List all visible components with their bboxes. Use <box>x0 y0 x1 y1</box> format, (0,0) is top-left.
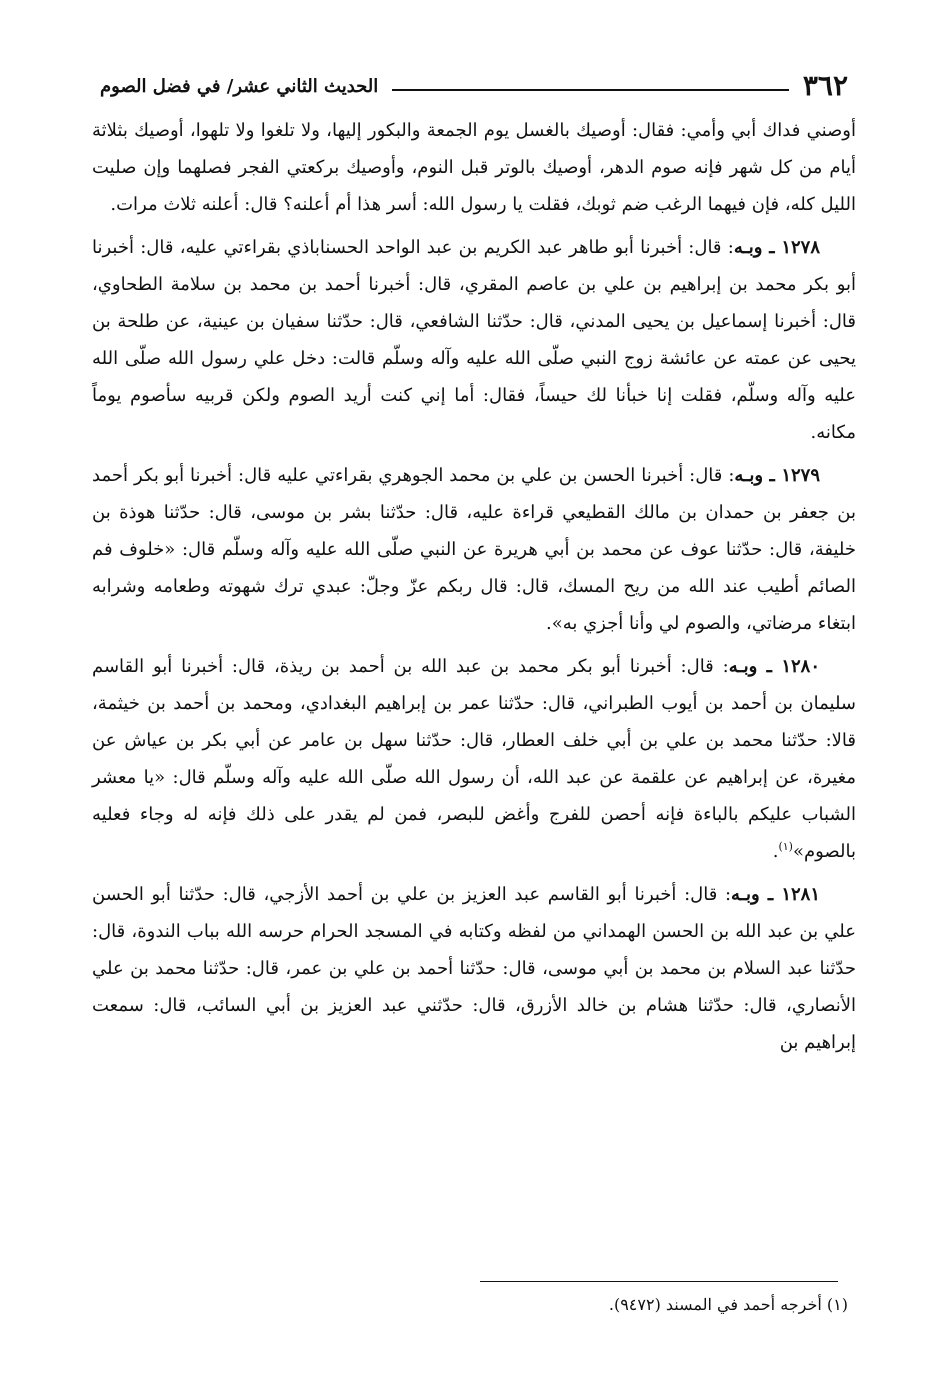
paragraph-text: : قال: أخبرنا الحسن بن علي بن محمد الجوهري بقراءتي عليه قال: أخبرنا أبو بكر أحمد بن جعفر بن حمدان بن مالك القطيعي قراءة عليه، قال: حدّثنا بشر بن موسى، قال: حدّثنا هوذة بن خليفة، قال: حدّثنا عوف عن محمد بن أبي هريرة عن النبي صلّى الله عليه وآله وسلّم قال: «خلوف فم الصائم أطيب عند الله من ريح المسك، قال: قال ربكم عزّ وجلّ: عبدي ترك شهوته وطعامه وشرابه ابتغاء مرضاتي، والصوم لي وأنا أجزي به». <box>92 465 856 634</box>
hadith-1279 <box>92 457 856 642</box>
paragraph-continuation <box>92 112 856 223</box>
hadith-number: ١٢٧٨ ـ وبـه <box>733 237 820 258</box>
hadith-1281 <box>92 876 856 1061</box>
page-header <box>100 60 848 100</box>
footnote-reference[interactable]: (١) <box>778 840 793 853</box>
paragraph-text: أوصني فداك أبي وأمي: فقال: أوصيك بالغسل يوم الجمعة والبكور إليها، ولا تلغوا ولا تلهوا، أوصيك بثلاثة أيام من كل شهر فإنه صوم الدهر، أوصيك بالوتر قبل النوم، وأوصيك بركعتي الفجر فصلهما وإن صليت الليل كله، فإن فيهما الرغب ضم ثوبك، فقلت يا رسول الله: أسر هذا أم أعلنه؟ قال: أعلنه ثلاث مرات. <box>92 120 856 215</box>
hadith-number: ١٢٨١ ـ وبـه <box>731 884 820 905</box>
paragraph-text: : قال: أخبرنا أبو طاهر عبد الكريم بن عبد الواحد الحسناباذي بقراءتي عليه، قال: أخبرنا أبو بكر محمد بن إبراهيم بن علي بن عاصم المقري، قال: أخبرنا أحمد بن محمد بن سلامة الطحاوي، قال: أخبرنا إسماعيل بن يحيى المدني، قال: حدّثنا الشافعي، قال: حدّثنا سفيان بن عينية، عن طلحة بن يحيى عن عمته عن عائشة زوج النبي صلّى الله عليه وآله وسلّم قالت: دخل علي رسول الله صلّى الله عليه وآله وسلّم، فقلت إنا خبأنا لك حيساً، فقال: أما إني كنت أريد الصوم ولكن قربيه سأصوم يوماً مكانه. <box>92 237 856 443</box>
main-text <box>92 112 856 1067</box>
header-rule <box>392 89 789 91</box>
paragraph-tail: . <box>772 841 779 862</box>
page-number: ٣٦٢ <box>802 69 848 102</box>
hadith-number: ١٢٧٩ ـ وبـه <box>734 465 821 486</box>
hadith-number: ١٢٨٠ ـ وبـه <box>728 656 820 677</box>
hadith-1278 <box>92 229 856 451</box>
hadith-1280 <box>92 648 856 870</box>
paragraph-text: : قال: أخبرنا أبو بكر محمد بن عبد الله بن أحمد بن ريذة، قال: أخبرنا أبو القاسم سليمان بن أحمد بن أيوب الطبراني، قال: حدّثنا عمر بن إبراهيم البغدادي، ومحمد بن أحمد بن خيثمة، قالا: حدّثنا محمد بن علي بن أبي خلف العطار، قال: حدّثنا سهل بن عامر عن أبي بكر بن عياش عن مغيرة، عن إبراهيم عن علقمة عن عبد الله، أن رسول الله صلّى الله عليه وآله وسلّم قال: «يا معشر الشباب عليكم بالباءة فإنه أحصن للفرج وأغض للبصر، فمن لم يقدر على ذلك فإنه له وجاء فعليه بالصوم» <box>92 656 856 862</box>
footnote-rule <box>480 1281 838 1282</box>
footnote: (١) أخرجه أحمد في المسند (٩٤٧٢). <box>608 1295 848 1314</box>
paragraph-text: : قال: أخبرنا أبو القاسم عبد العزيز بن علي بن أحمد الأزجي، قال: حدّثنا أبو الحسن علي بن عبد الله بن الحسن الهمداني من لفظه وكتابه في المسجد الحرام حرسه الله بباب الندوة، قال: حدّثنا عبد السلام بن محمد بن أبي موسى، قال: حدّثنا أحمد بن علي بن عمر، قال: حدّثنا محمد بن علي الأنصاري، قال: حدّثنا هشام بن خالد الأزرق، قال: حدّثني عبد العزيز بن أبي السائب، قال: سمعت إبراهيم بن <box>92 884 856 1053</box>
running-title: الحديث الثاني عشر/ في فضل الصوم <box>100 76 379 97</box>
